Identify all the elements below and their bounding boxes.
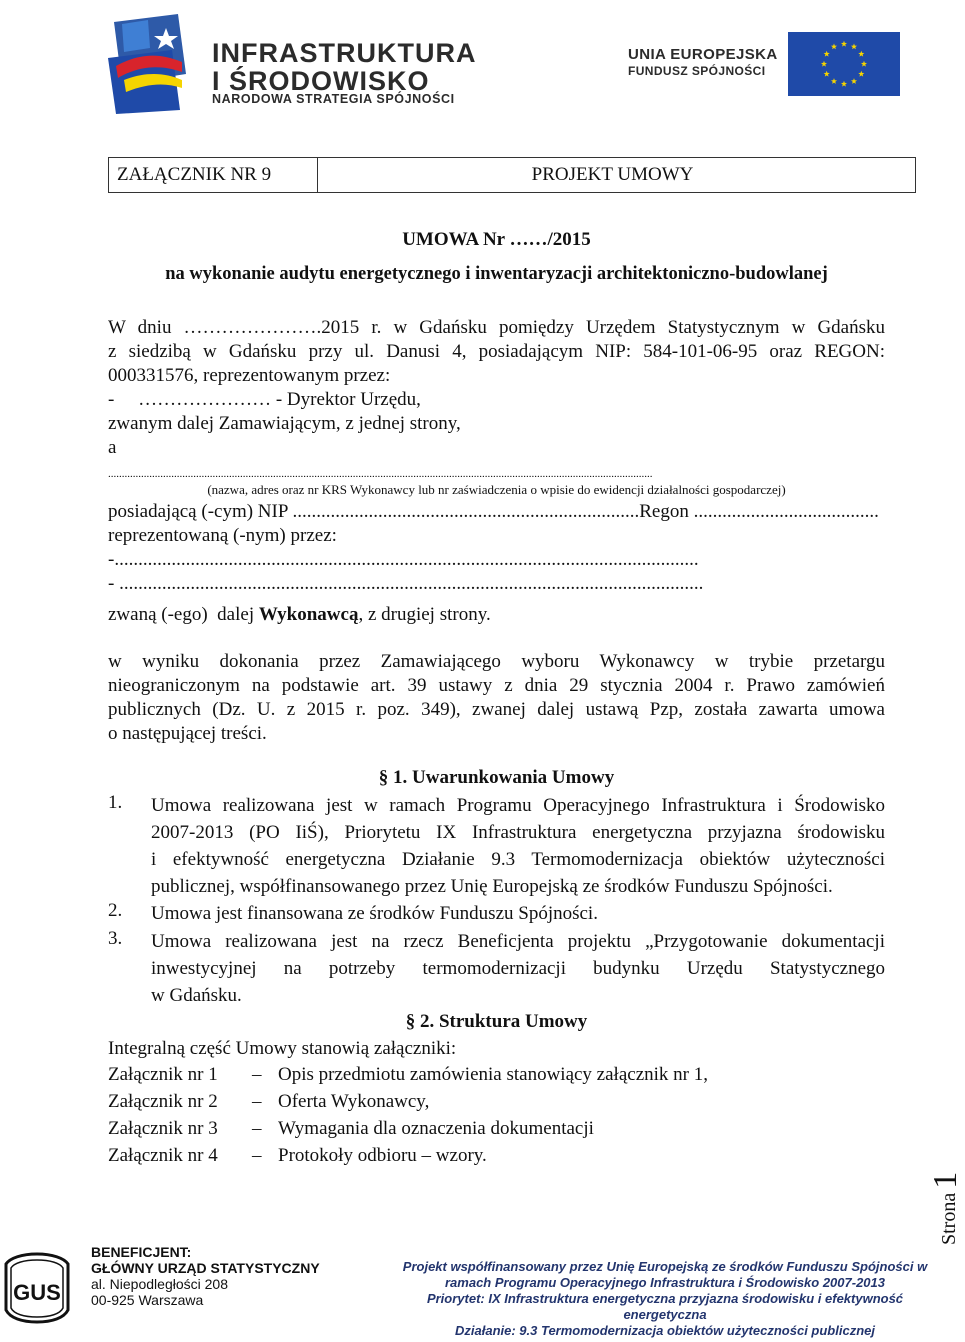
beneficiary-city: 00-925 Warszawa — [91, 1292, 204, 1308]
s1-item3-line3: w Gdańsku. — [151, 985, 242, 1006]
recital-line-1: w wyniku dokonania przez Zamawiającego wyboru Wykonawcy w trybie przetargu — [108, 651, 885, 672]
beneficiary-street: al. Niepodległości 208 — [91, 1276, 228, 1292]
section2-intro: Integralną część Umowy stanowią załączniki: — [108, 1038, 457, 1059]
section2-title: § 2. Struktura Umowy — [405, 1011, 588, 1032]
attachment-1-dash: – — [252, 1064, 262, 1085]
s1-item3-line2: inwestycyjnej na potrzeby termomodernizacji budynku Urzędu Statystycznego — [151, 958, 885, 979]
eu-logo — [626, 32, 906, 96]
gus-logo-text: GUS — [13, 1280, 61, 1305]
project-info-line1: Projekt współfinansowany przez Unię Europejską ze środków Funduszu Spójności w — [402, 1259, 928, 1274]
contractor-suffix: , z drugiej strony. — [358, 604, 491, 625]
intro-line-6: a — [108, 437, 117, 458]
contractor-term: Wykonawcą — [258, 604, 359, 625]
page-number — [925, 1155, 965, 1245]
project-info-line5: Działanie: 9.3 Termomodernizacja obiektów użyteczności publicznej — [455, 1323, 875, 1338]
beneficiary-label: BENEFICJENT: — [91, 1244, 192, 1260]
contractor-dotted-line: ...................................................................................................................................................................................................... — [108, 468, 653, 480]
recital-line-4: o następującej treści. — [108, 723, 267, 744]
intro-dotted-2: - ........................................................................................................................... — [108, 573, 704, 594]
document-type: PROJEKT UMOWY — [531, 164, 694, 185]
intro-line-contractor — [108, 603, 885, 627]
logo-line2: I ŚRODOWISKO — [212, 66, 430, 96]
project-info-line4: energetyczna — [623, 1307, 707, 1322]
contract-subject: na wykonanie audytu energetycznego i inwentaryzacji architektoniczno-budowlanej — [165, 264, 828, 284]
attachment-3-text: Wymagania dla oznaczenia dokumentacji — [278, 1118, 594, 1139]
logo-line3: NARODOWA STRATEGIA SPÓJNOŚCI — [212, 92, 455, 106]
s1-item2-line1: Umowa jest finansowana ze środków Funduszu Spójności. — [151, 903, 598, 924]
contractor-prefix: zwaną (-ego) dalej — [108, 604, 259, 625]
s1-item1-line4: publicznej, współfinansowanego przez Unię Europejską ze środków Funduszu Spójności. — [151, 876, 833, 897]
contract-title: UMOWA Nr ……/2015 — [402, 229, 591, 250]
attachment-4-text: Protokoły odbioru – wzory. — [278, 1145, 487, 1166]
logo-line1: INFRASTRUKTURA — [212, 38, 477, 68]
recital-line-3: publicznych (Dz. U. z 2015 r. poz. 349), zwanej dalej ustawą Pzp, została zawarta umowa — [108, 699, 885, 720]
attachment-4-dash: – — [252, 1145, 262, 1166]
intro-dotted-1: -........................................................................................................................... — [108, 549, 699, 570]
header-box — [108, 157, 916, 193]
attachment-3-dash: – — [252, 1118, 262, 1139]
s1-item1-number: 1. — [108, 792, 123, 813]
attachment-4-label: Załącznik nr 4 — [108, 1145, 218, 1166]
attachment-1-text: Opis przedmiotu zamówienia stanowiący załącznik nr 1, — [278, 1064, 708, 1085]
attachment-number: ZAŁĄCZNIK NR 9 — [109, 158, 318, 192]
intro-line-1: W dniu ………………….2015 r. w Gdańsku pomiędzy Urzędem Statystycznym w Gdańsku — [108, 317, 885, 338]
infrastruktura-emblem-icon — [108, 14, 190, 114]
s1-item1-line3: i efektywność energetyczna Działanie 9.3 Termomodernizacja obiektów użyteczności — [151, 849, 885, 870]
project-info-block — [385, 1259, 945, 1339]
s1-item3-number: 3. — [108, 928, 123, 949]
intro-line-3: 000331576, reprezentowanym przez: — [108, 365, 391, 386]
attachment-1-label: Załącznik nr 1 — [108, 1064, 218, 1085]
attachment-2-dash: – — [252, 1091, 262, 1112]
eu-logo-line2: FUNDUSZ SPÓJNOŚCI — [628, 64, 766, 78]
eu-flag-icon — [788, 32, 900, 96]
beneficiary-name: GŁÓWNY URZĄD STATYSTYCZNY — [91, 1260, 320, 1276]
intro-line-4: - ………………… - Dyrektor Urzędu, — [108, 389, 421, 410]
s1-item3-line1: Umowa realizowana jest na rzecz Beneficjenta projektu „Przygotowanie dokumentacji — [151, 931, 885, 952]
intro-line-5: zwanym dalej Zamawiającym, z jednej strony, — [108, 413, 461, 434]
intro-line-represented: reprezentowaną (-nym) przez: — [108, 525, 337, 546]
beneficiary-block — [91, 1244, 320, 1308]
gus-logo-icon — [2, 1252, 72, 1324]
s1-item1-line2: 2007-2013 (PO IiŚ), Priorytetu IX Infrastruktura energetyczna przyjazna środowisku — [151, 822, 885, 843]
attachment-3-label: Załącznik nr 3 — [108, 1118, 218, 1139]
s1-item1-line1: Umowa realizowana jest w ramach Programu Operacyjnego Infrastruktura i Środowisko — [151, 795, 885, 816]
attachment-2-text: Oferta Wykonawcy, — [278, 1091, 430, 1112]
s1-item2-number: 2. — [108, 900, 123, 921]
eu-logo-line1: UNIA EUROPEJSKA — [628, 46, 778, 63]
page-number-value: 1 — [927, 1171, 964, 1189]
recital-line-2: nieograniczonym na podstawie art. 39 ustawy z dnia 29 stycznia 2004 r. Prawo zamówień — [108, 675, 885, 696]
project-info-line2: ramach Programu Operacyjnego Infrastruktura i Środowisko 2007-2013 — [445, 1275, 885, 1290]
intro-line-2: z siedzibą w Gdańsku przy ul. Danusi 4, posiadającym NIP: 584-101-06-95 oraz REGON: — [108, 341, 885, 362]
contractor-caption: (nazwa, adres oraz nr KRS Wykonawcy lub nr zaświadczenia o wpisie do ewidencji działalności gospodarczej) — [207, 482, 786, 497]
section1-title: § 1. Uwarunkowania Umowy — [378, 767, 615, 788]
infrastruktura-logo — [108, 14, 480, 114]
attachment-2-label: Załącznik nr 2 — [108, 1091, 218, 1112]
page-word: Strona — [938, 1192, 960, 1245]
intro-line-nip: posiadającą (-cym) NIP .........................................................................Regon ....................................... — [108, 501, 879, 522]
project-info-line3: Priorytet: IX Infrastruktura energetyczna przyjazna środowisku i efektywność — [426, 1291, 904, 1306]
